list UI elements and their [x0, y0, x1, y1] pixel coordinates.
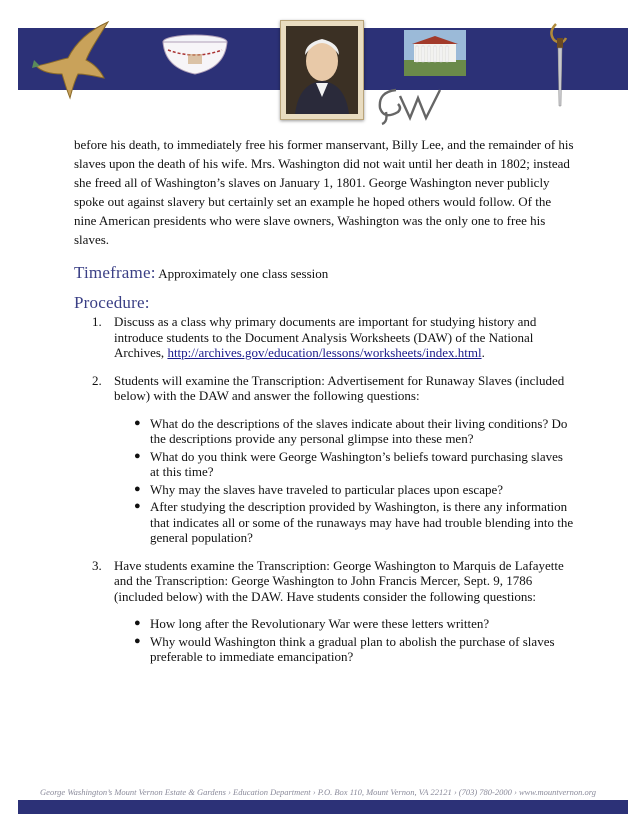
gw-monogram-image: [368, 82, 452, 126]
question-item: [114, 482, 574, 498]
footer-address: George Washington’s Mount Vernon Estate & Gardens › Education Department › P.O. Box 110, Mount Vernon, VA 22121 › (703) 780-2000 › www.mountvernon.org: [40, 787, 596, 797]
question-text: Why would Washington think a gradual plan to abolish the purchase of slaves preferable to immediate emancipation?: [150, 633, 555, 664]
question-item: [114, 499, 574, 546]
question-text: What do the descriptions of the slaves indicate about their living conditions? Do the descriptions provide any personal glimpse into these men?: [150, 415, 568, 446]
step-text: [114, 314, 574, 361]
bullet-icon: ●: [134, 482, 141, 495]
page-content: [74, 135, 574, 677]
bullet-icon: ●: [134, 449, 141, 462]
washington-portrait-image: [280, 20, 364, 120]
procedure-step-2: [74, 373, 574, 546]
step-3-text: Have students examine the Transcription: George Washington to Marquis de Lafayette and the Transcription: George Washington to John Francis Mercer, Sept. 9, 1786 (included below) with the DAW. Have students consider the following questions:: [114, 557, 564, 604]
porcelain-bowl-image: [160, 34, 230, 78]
question-text: What do you think were George Washington’s beliefs toward purchasing slaves at this time?: [150, 448, 563, 479]
timeframe-line: [74, 263, 574, 283]
procedure-steps: [74, 314, 574, 665]
question-text: After studying the description provided by Washington, is there any information that indicates all or some of the runaways may have had trouble blending into the general population?: [150, 499, 574, 545]
bullet-icon: ●: [134, 416, 141, 429]
procedure-step-1: [74, 314, 574, 361]
daw-worksheets-link[interactable]: http://archives.gov/education/lessons/worksheets/index.html: [167, 345, 482, 360]
question-text: How long after the Revolutionary War were these letters written?: [150, 616, 490, 631]
procedure-step-3: [74, 558, 574, 665]
step-number: 3.: [92, 557, 102, 573]
mansion-image: [404, 30, 466, 76]
footer-bar: [18, 800, 628, 814]
timeframe-heading: Timeframe:: [74, 263, 156, 282]
step-3-questions: [114, 616, 574, 665]
step-number: 2.: [92, 372, 102, 388]
bullet-icon: ●: [134, 634, 141, 647]
step-1-text: Discuss as a class why primary documents are important for studying history and introduce students to the Document Analysis Worksheets (DAW) of the National Archives,: [114, 314, 537, 360]
timeframe-value: Approximately one class session: [158, 266, 329, 281]
bullet-icon: ●: [134, 617, 141, 629]
step-number: 1.: [92, 314, 102, 329]
question-item: [114, 616, 574, 632]
step-1-period: .: [481, 345, 485, 360]
step-2-questions: [114, 416, 574, 546]
portrait-illustration: [281, 21, 363, 119]
dove-weathervane-image: [28, 20, 118, 100]
bullet-icon: ●: [134, 500, 141, 512]
step-2-text: Students will examine the Transcription: Advertisement for Runaway Slaves (included below) with the DAW and answer the following questions:: [114, 372, 565, 403]
procedure-heading: Procedure:: [74, 293, 150, 312]
question-item: [114, 634, 574, 665]
question-text: Why may the slaves have traveled to particular places upon escape?: [150, 481, 504, 497]
question-item: [114, 416, 574, 447]
sword-image: [540, 18, 580, 108]
question-item: [114, 449, 574, 480]
intro-paragraph: before his death, to immediately free his former manservant, Billy Lee, and the remainder of his slaves upon the death of his wife. Mrs. Washington did not wait until her death in 1802; instead she freed all of Washington’s slaves on January 1, 1801. George Washington never publicly spoke out against slavery but certainly set an example he hoped others would follow. Of the nine American presidents who were slave owners, Washington was the only one to free his slaves.: [74, 137, 574, 247]
